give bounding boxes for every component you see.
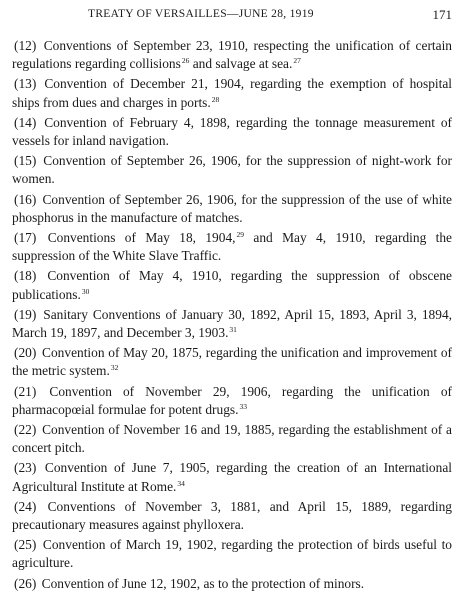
item-text: Convention of November 29, 1906, regarding the unification of pharmacopœial formulae for potent drugs. bbox=[12, 383, 452, 417]
running-title: TREATY OF VERSAILLES—JUNE 28, 1919 bbox=[88, 8, 314, 20]
item-text: Conventions of May 18, 1904, bbox=[47, 230, 236, 246]
item-text-tail: and salvage at sea. bbox=[189, 56, 293, 72]
paragraph-21 bbox=[12, 383, 452, 419]
footnote-ref: 32 bbox=[110, 363, 119, 373]
item-text-tail: and May 4, 1910, regarding the suppression of the White Slave Traffic. bbox=[12, 230, 452, 264]
item-number: (16) bbox=[14, 191, 37, 207]
paragraph-17 bbox=[12, 229, 452, 265]
footnote-ref: 29 bbox=[236, 230, 244, 240]
item-text: Convention of May 20, 1875, regarding the unification and improvement of the metric system. bbox=[12, 345, 452, 379]
item-text: Convention of December 21, 1904, regarding the exemption of hospital ships from dues and charges in ports. bbox=[12, 76, 452, 110]
paragraph-25 bbox=[12, 536, 452, 572]
item-text: Convention of February 4, 1898, regarding the tonnage measurement of vessels for inland navigation. bbox=[12, 114, 452, 149]
item-number: (14) bbox=[14, 114, 37, 130]
item-text: Convention of March 19, 1902, regarding the protection of birds useful to agriculture. bbox=[12, 537, 452, 571]
paragraph-14 bbox=[12, 114, 452, 150]
item-number: (19) bbox=[14, 306, 37, 322]
item-number: (25) bbox=[14, 537, 37, 553]
item-text: Convention of June 12, 1902, as to the protection of minors. bbox=[41, 575, 365, 591]
page-number: 171 bbox=[432, 7, 452, 22]
paragraph-19 bbox=[12, 306, 452, 342]
item-number: (17) bbox=[14, 230, 37, 246]
paragraph-26 bbox=[12, 575, 452, 593]
item-text: Convention of November 16 and 19, 1885, regarding the establishment of a concert pitch. bbox=[12, 422, 452, 456]
item-number: (22) bbox=[14, 422, 37, 438]
footnote-ref: 33 bbox=[239, 401, 247, 411]
body-text bbox=[12, 37, 452, 595]
item-text: Convention of May 4, 1910, regarding the suppression of obscene publications. bbox=[12, 268, 452, 302]
paragraph-15 bbox=[12, 152, 452, 188]
footnote-ref: 30 bbox=[81, 286, 90, 296]
item-number: (23) bbox=[14, 460, 37, 476]
footnote-ref: 28 bbox=[211, 94, 220, 104]
item-number: (21) bbox=[14, 383, 37, 399]
item-text: Convention of June 7, 1905, regarding the creation of an International Agricultural Institute at Rome. bbox=[12, 460, 452, 494]
item-number: (13) bbox=[14, 76, 37, 92]
paragraph-20 bbox=[12, 344, 452, 380]
footnote-ref: 26 bbox=[181, 56, 190, 66]
paragraph-24 bbox=[12, 498, 452, 534]
paragraph-12 bbox=[12, 37, 452, 73]
item-text: Conventions of September 23, 1910, respecting the unification of certain regulations regarding collisions bbox=[12, 38, 452, 72]
paragraph-13 bbox=[12, 75, 452, 111]
footnote-ref: 34 bbox=[177, 478, 185, 488]
item-number: (24) bbox=[14, 498, 37, 514]
item-number: (15) bbox=[14, 153, 37, 169]
paragraph-23 bbox=[12, 459, 452, 495]
item-number: (20) bbox=[14, 345, 37, 361]
paragraph-22 bbox=[12, 421, 452, 457]
item-text: Convention of September 26, 1906, for the suppression of the use of white phosphorus in the manufacture of matches. bbox=[12, 191, 452, 225]
item-text: Sanitary Conventions of January 30, 1892, April 15, 1893, April 3, 1894, March 19, 1897, and December 3, 1903. bbox=[12, 306, 452, 341]
item-text: Convention of September 26, 1906, for the suppression of night-work for women. bbox=[12, 153, 452, 187]
footnote-ref: 31 bbox=[229, 325, 237, 335]
running-head bbox=[0, 8, 465, 24]
paragraph-18 bbox=[12, 267, 452, 303]
item-text: Conventions of November 3, 1881, and April 15, 1889, regarding precautionary measures against phylloxera. bbox=[12, 498, 452, 533]
item-number: (12) bbox=[14, 38, 37, 53]
footnote-ref: 27 bbox=[293, 56, 301, 66]
item-number: (26) bbox=[14, 575, 37, 591]
paragraph-16 bbox=[12, 191, 452, 227]
item-number: (18) bbox=[14, 268, 37, 284]
